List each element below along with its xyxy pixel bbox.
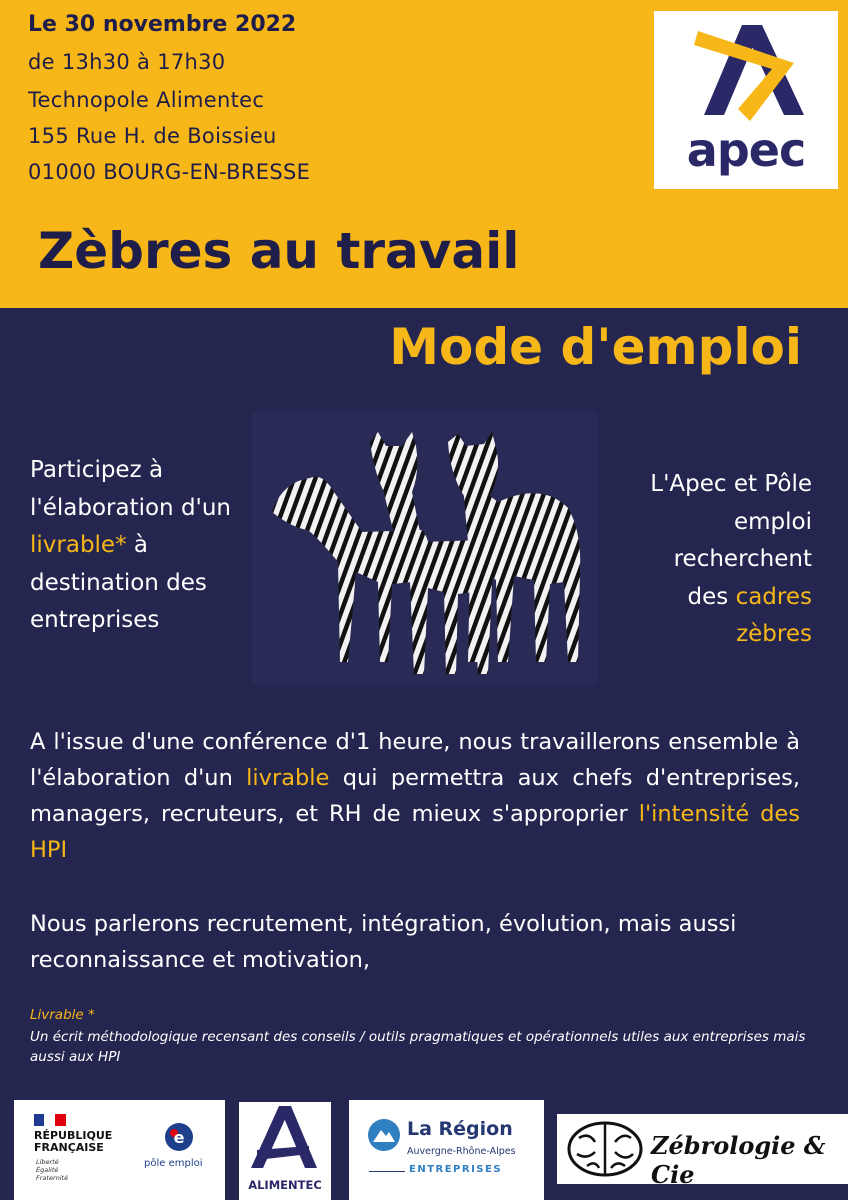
event-date: Le 30 novembre 2022 [28, 12, 297, 37]
subtitle: Mode d'emploi [389, 318, 802, 376]
pole-emploi-icon [164, 1122, 194, 1152]
left-callout-highlight: livrable* [30, 532, 127, 558]
french-flag-icon [34, 1114, 66, 1126]
left-callout [30, 452, 250, 640]
right-callout-text: L'Apec et Pôle emploi recherchent des [650, 471, 812, 610]
event-city: 01000 BOURG-EN-BRESSE [28, 160, 311, 184]
event-street: 155 Rue H. de Boissieu [28, 124, 277, 148]
partner-logo-republique-pole-emploi [14, 1100, 225, 1200]
region-entreprises: ENTREPRISES [409, 1164, 503, 1175]
footnote-title: Livrable * [30, 1007, 95, 1023]
apec-logo-text: apec [686, 123, 806, 177]
alimentec-a-icon [239, 1102, 331, 1176]
topics-paragraph: Nous parlerons recrutement, intégration, évolution, mais aussi reconnaissance et motivation, [30, 911, 737, 973]
republique-motto: Liberté Égalité Fraternité [36, 1158, 69, 1182]
intro-text-2: qui permettra aux chefs d'entreprises, managers, recruteurs, et RH de mieux s'approprier [30, 765, 800, 827]
zebrologie-label: Zébrologie & Cie [651, 1131, 826, 1189]
left-callout-text: Participez à l'élaboration d'un [30, 457, 232, 521]
partner-logo-region [349, 1100, 544, 1200]
left-callout-text-end: à destination des entreprises [30, 532, 207, 633]
svg-text:e: e [173, 1128, 185, 1147]
partner-logo-zebrologie [557, 1114, 848, 1189]
event-venue: Technopole Alimentec [28, 88, 265, 112]
pole-emploi-label: pôle emploi [144, 1158, 203, 1169]
intro-text-1: A l'issue d'une conférence d'1 heure, nous travaillerons ensemble à l'élaboration d'un [30, 729, 800, 791]
region-divider [369, 1171, 405, 1172]
republique-label: RÉPUBLIQUE FRANÇAISE [34, 1129, 113, 1154]
apec-logo [654, 11, 838, 189]
alimentec-label: ALIMENTEC [248, 1178, 322, 1192]
region-mountain-icon [367, 1118, 401, 1152]
zebras-illustration [252, 412, 598, 684]
intro-highlight-2: l'intensité des HPI [30, 801, 801, 863]
right-callout-highlight: cadres zèbres [735, 583, 812, 647]
zebras-image [252, 412, 598, 684]
brain-icon [565, 1120, 645, 1178]
intro-highlight-1: livrable [246, 765, 330, 791]
intro-paragraph [30, 724, 800, 868]
footnote-text: Un écrit méthodologique recensant des conseils / outils pragmatiques et opérationnels utiles aux entreprises mais aussi aux HPI [30, 1029, 806, 1065]
partner-logo-alimentec [239, 1102, 331, 1200]
main-title: Zèbres au travail [38, 222, 520, 280]
right-callout [626, 466, 812, 654]
region-name: La Région [407, 1118, 513, 1140]
region-subtitle: Auvergne-Rhône-Alpes [407, 1146, 516, 1157]
top-banner [0, 0, 848, 308]
event-time: de 13h30 à 17h30 [28, 50, 226, 74]
